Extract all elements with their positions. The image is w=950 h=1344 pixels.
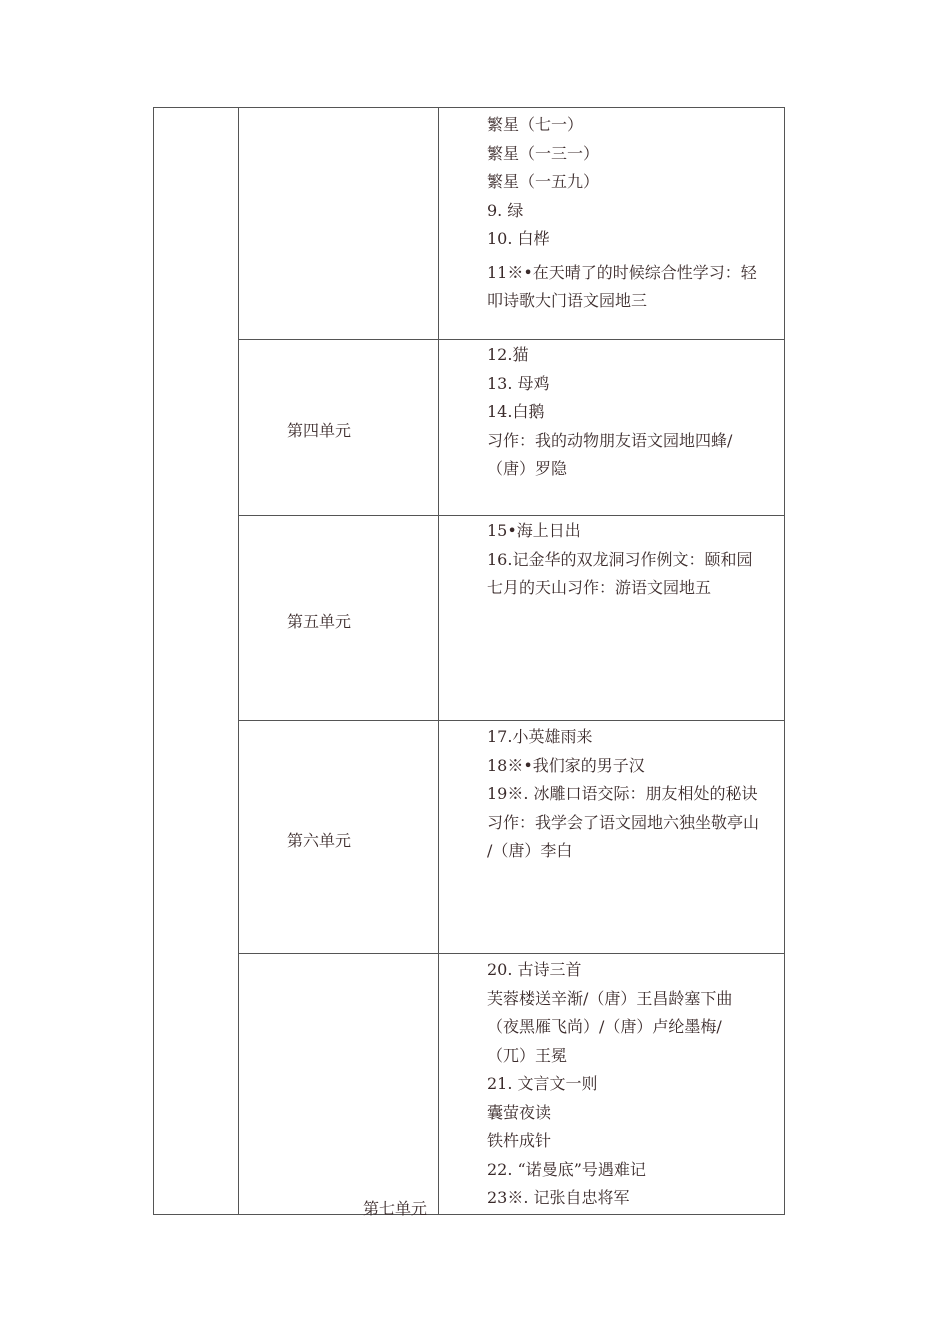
lesson-line: 囊萤夜读 xyxy=(487,1102,552,1122)
lesson-list xyxy=(487,956,777,1213)
unit-label: 第四单元 xyxy=(287,421,352,440)
lesson-line: 19※. 冰雕口语交际：朋友相处的秘诀 xyxy=(487,784,758,803)
lesson-line: 繁星（七一） xyxy=(487,115,584,134)
lesson-line: （唐）罗隐 xyxy=(487,459,568,478)
lesson-list xyxy=(487,341,777,484)
row-divider xyxy=(238,515,784,516)
lesson-line: 9. 绿 xyxy=(487,200,524,220)
lesson-line: 11※•在天晴了的时候综合性学习：轻 xyxy=(487,262,757,282)
lesson-line: 习作：我学会了语文园地六独坐敬亭山 xyxy=(487,812,760,832)
lesson-line: 18※•我们家的男子汉 xyxy=(487,755,645,775)
lesson-line: 习作：我的动物朋友语文园地四蜂/ xyxy=(487,430,733,450)
lesson-line: 12.猫 xyxy=(487,345,529,364)
lesson-line: 20. 古诗三首 xyxy=(487,960,582,979)
unit-label: 第五单元 xyxy=(287,612,352,631)
lesson-line: 15•海上日出 xyxy=(487,521,581,540)
lesson-line: 10. 白桦 xyxy=(487,229,550,248)
lesson-line: 22. “诺曼底”号遇难记 xyxy=(487,1159,646,1179)
lesson-line: 21. 文言文一则 xyxy=(487,1074,598,1093)
lesson-line: 芙蓉楼送辛渐/（唐）王昌龄塞下曲 xyxy=(487,988,733,1008)
lesson-line: （兀）王冕 xyxy=(487,1045,568,1065)
lesson-list xyxy=(487,517,777,603)
lesson-line: 17.小英雄雨来 xyxy=(487,727,593,746)
lesson-line: 七月的天山习作：游语文园地五 xyxy=(487,578,712,597)
row-divider xyxy=(238,339,784,340)
lesson-line: /（唐）李白 xyxy=(487,841,573,860)
row-divider xyxy=(238,953,784,954)
lesson-line: 繁星（一五九） xyxy=(487,172,600,191)
lesson-line: 16.记金华的双龙洞习作例文：颐和园 xyxy=(487,549,753,569)
lesson-line: 13. 母鸡 xyxy=(487,373,550,393)
lesson-line: 叩诗歌大门语文园地三 xyxy=(487,291,648,310)
lesson-line: （夜黑雁飞尚）/（唐）卢纶墨梅/ xyxy=(487,1017,722,1036)
lesson-line: 铁杵成针 xyxy=(487,1131,552,1150)
lesson-line: 23※. 记张自忠将军 xyxy=(487,1188,630,1207)
row-divider xyxy=(238,720,784,721)
column-divider xyxy=(438,108,439,1214)
unit-label: 第六单元 xyxy=(287,831,352,850)
unit-label: 第七单元 xyxy=(363,1199,428,1218)
lesson-line: 14.白鹅 xyxy=(487,402,545,421)
lesson-list xyxy=(487,723,777,866)
lesson-list xyxy=(487,111,777,316)
column-divider xyxy=(238,108,239,1214)
curriculum-table xyxy=(153,107,785,1218)
lesson-line: 繁星（一三一） xyxy=(487,143,600,163)
